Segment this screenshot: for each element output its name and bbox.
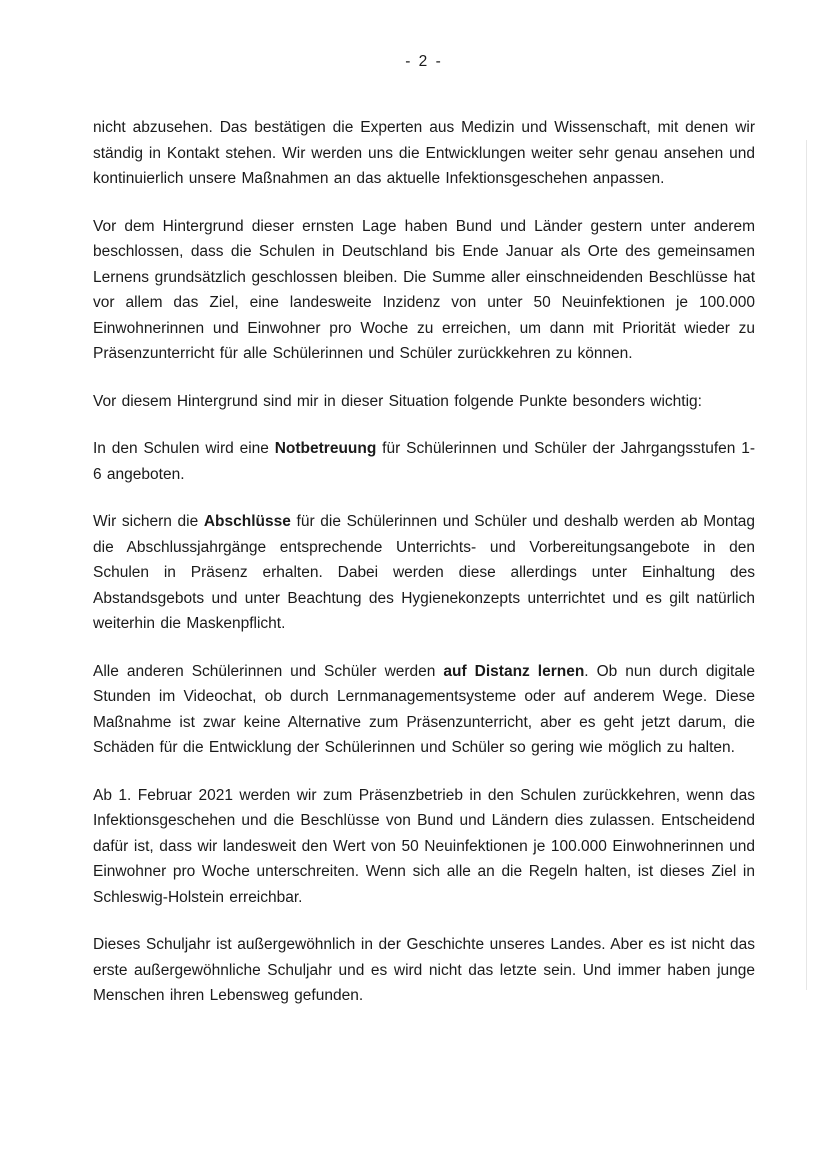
text-run: In den Schulen wird eine: [93, 440, 275, 457]
text-run: für Schülerinnen und Schüler der Jahrgangsstufen 1-6 angeboten.: [93, 440, 756, 483]
paragraph: [93, 659, 755, 761]
paragraph: [93, 509, 755, 637]
text-run: Vor diesem Hintergrund sind mir in dieser Situation folgende Punkte besonders wichtig:: [93, 392, 702, 410]
paragraph: [93, 389, 755, 415]
text-run: Dieses Schuljahr ist außergewöhnlich in der Geschichte unseres Landes. Aber es ist nicht das erste außergewöhnliche Schuljahr und es wird nicht das letzte sein. Und immer haben junge Menschen ihren Lebensweg gefunden.: [93, 936, 755, 1004]
text-run: nicht abzusehen. Das bestätigen die Experten aus Medizin und Wissenschaft, mit denen wir ständig in Kontakt stehen. Wir werden uns die Entwicklungen weiter sehr genau ansehen und kontinuierlich unsere Maßnahmen an das aktuelle Infektionsgeschehen anpassen.: [93, 119, 755, 187]
bold-text-run: Abschlüsse: [203, 513, 291, 530]
text-run: . Ob nun durch digitale Stunden im Videochat, ob durch Lernmanagementsysteme oder auf anderem Wege. Diese Maßnahme ist zwar keine Alternative zum Präsenzunterricht, aber es geht jetzt darum, die Schäden für die Entwicklung der Schülerinnen und Schüler so gering wie möglich zu halten.: [93, 662, 755, 756]
bold-text-run: auf Distanz lernen: [443, 662, 585, 680]
paragraph: [93, 214, 755, 367]
text-run: für die Schülerinnen und Schüler und deshalb werden ab Montag die Abschlussjahrgänge entsprechende Unterrichts- und Vorbereitungsangebote in den Schulen in Präsenz erhalten. Dabei werden diese allerdings unter Einhaltung des Abstandsgebots und unter Beachtung des Hygienekonzepts unterrichtet und es gilt natürlich weiterhin die Maskenpflicht.: [93, 513, 755, 632]
page-number: - 2 -: [405, 53, 443, 70]
text-run: Ab 1. Februar 2021 werden wir zum Präsenzbetrieb in den Schulen zurückkehren, wenn das Infektionsgeschehen und die Beschlüsse von Bund und Ländern dies zulassen. Entscheidend dafür ist, dass wir landesweit den Wert von 50 Neuinfektionen je 100.000 Einwohnerinnen und Einwohner pro Woche unterschreiten. Wenn sich alle an die Regeln halten, ist dieses Ziel in Schleswig-Holstein erreichbar.: [93, 786, 755, 906]
text-run: Wir sichern die: [93, 513, 204, 530]
scan-artifact-line: [806, 140, 807, 990]
paragraph: [93, 783, 755, 911]
text-run: Vor dem Hintergrund dieser ernsten Lage haben Bund und Länder gestern unter anderem beschlossen, dass die Schulen in Deutschland bis Ende Januar als Orte des gemeinsamen Lernens grundsätzlich geschlossen bleiben. Die Summe aller einschneidenden Beschlüsse hat vor allem das Ziel, eine landesweite Inzidenz von unter 50 Neuinfektionen je 100.000 Einwohnerinnen und Einwohner pro Woche zu erreichen, um dann mit Priorität wieder zu Präsenzunterricht für alle Schülerinnen und Schüler zurückkehren zu können.: [93, 217, 755, 362]
bold-text-run: Notbetreuung: [274, 440, 377, 457]
paragraph: [93, 932, 755, 1009]
document-body: [93, 115, 755, 1009]
text-run: Alle anderen Schülerinnen und Schüler werden: [93, 662, 444, 680]
paragraph: [93, 436, 755, 487]
paragraph: [93, 115, 755, 192]
